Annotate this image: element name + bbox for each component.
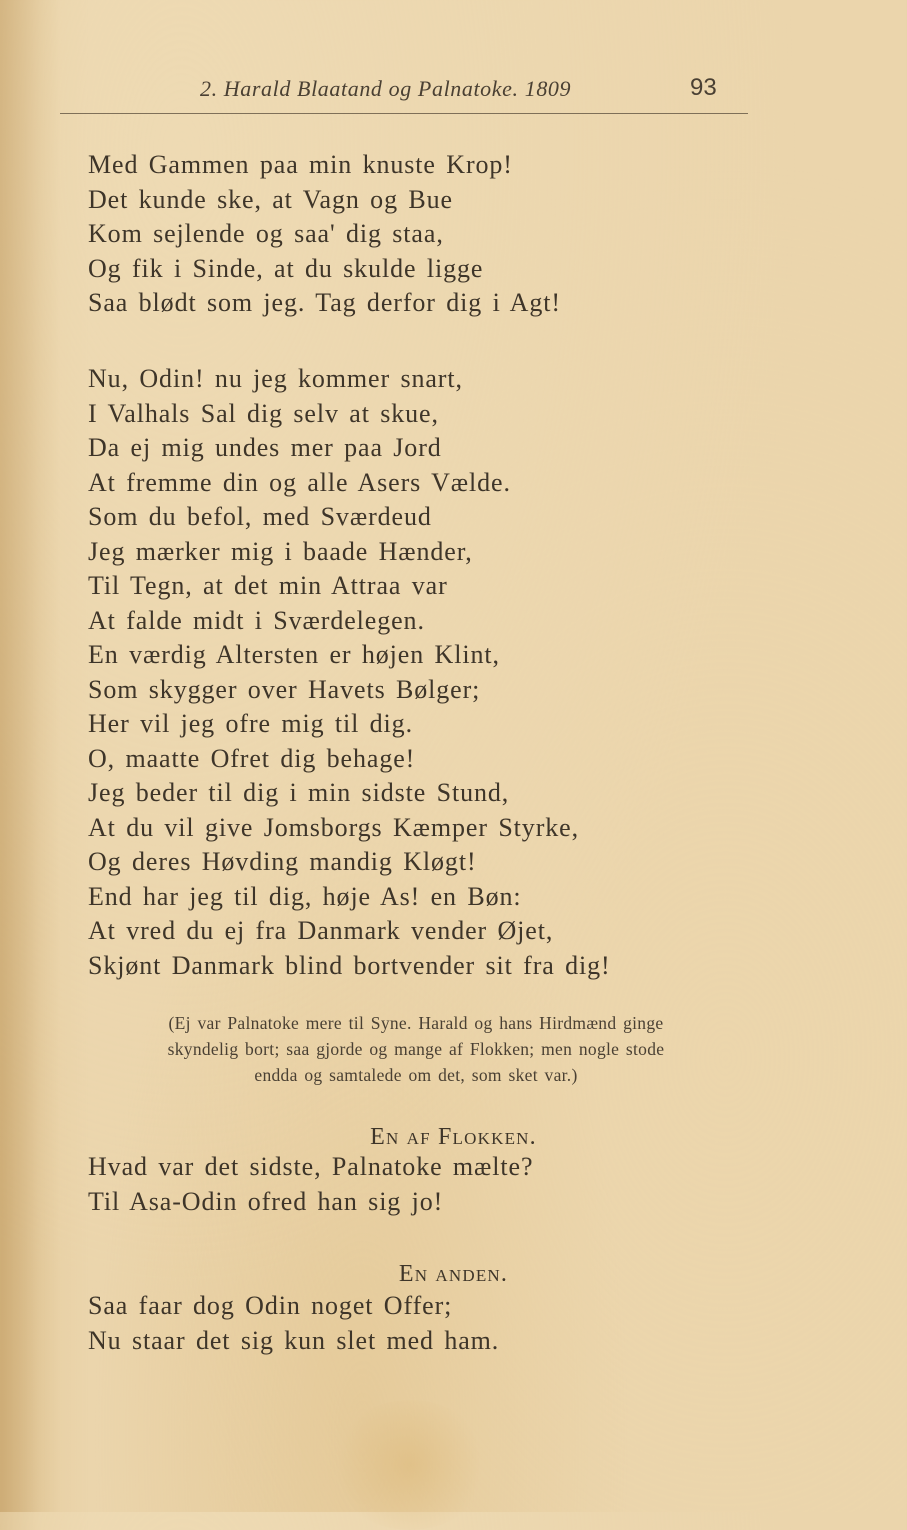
verse-line: Her vil jeg ofre mig til dig. xyxy=(88,709,413,738)
verse-line: Som skygger over Havets Bølger; xyxy=(88,674,481,704)
verse-line: Saa blødt som jeg. Tag derfor dig i Agt! xyxy=(88,288,561,317)
speaker-label: En anden. xyxy=(398,1261,509,1287)
verse-line: Skjønt Danmark blind bortvender sit fra dig! xyxy=(88,950,611,980)
verse-line: Og deres Høvding mandig Kløgt! xyxy=(88,847,477,876)
stage-direction xyxy=(60,1010,772,1088)
verse-line: End har jeg til dig, høje As! en Bøn: xyxy=(88,881,522,911)
verse-line: Hvad var det sidste, Palnatoke mælte? xyxy=(88,1152,534,1181)
verse-line: Nu staar det sig kun slet med ham. xyxy=(88,1325,500,1355)
speech xyxy=(88,1150,533,1219)
verse-line: Det kunde ske, at Vagn og Bue xyxy=(88,184,453,214)
verse-line: At falde midt i Sværdelegen. xyxy=(88,605,425,635)
running-title: 2. Harald Blaatand og Palnatoke. 1809 xyxy=(200,76,572,101)
stanza xyxy=(88,148,561,321)
verse-line: At vred du ej fra Danmark vender Øjet, xyxy=(88,916,554,945)
speaker-label: En af Flokken. xyxy=(370,1124,537,1150)
verse-line: Saa faar dog Odin noget Offer; xyxy=(88,1291,453,1320)
verse-line: Som du befol, med Sværdeud xyxy=(88,502,432,531)
page-number: 93 xyxy=(690,74,717,101)
verse-line: Nu, Odin! nu jeg kommer snart, xyxy=(88,364,463,393)
verse-line: Jeg mærker mig i baade Hænder, xyxy=(88,536,473,566)
verse-line: Da ej mig undes mer paa Jord xyxy=(88,433,442,462)
verse-line: At fremme din og alle Asers Vælde. xyxy=(88,467,511,497)
verse-line: At du vil give Jomsborgs Kæmper Styrke, xyxy=(88,812,579,842)
stage-direction-line: (Ej var Palnatoke mere til Syne. Harald og hans Hirdmænd ginge xyxy=(168,1013,664,1033)
verse-line: En værdig Altersten er højen Klint, xyxy=(88,640,500,669)
verse-line: I Valhals Sal dig selv at skue, xyxy=(88,398,439,428)
verse-line: Kom sejlende og saa' dig staa, xyxy=(88,219,444,248)
verse-line: Jeg beder til dig i min sidste Stund, xyxy=(88,778,510,807)
stanza xyxy=(88,362,611,983)
running-head xyxy=(200,72,730,108)
verse-line: O, maatte Ofret dig behage! xyxy=(88,743,416,773)
verse-line: Med Gammen paa min knuste Krop! xyxy=(88,150,513,179)
paper-stain xyxy=(330,1400,490,1530)
stage-direction-line: skyndelig bort; saa gjorde og mange af Flokken; men nogle stode xyxy=(167,1039,665,1059)
speech xyxy=(88,1289,499,1358)
verse-line: Og fik i Sinde, at du skulde ligge xyxy=(88,253,484,283)
verse-line: Til Tegn, at det min Attraa var xyxy=(88,571,448,600)
header-rule xyxy=(60,113,748,114)
verse-line: Til Asa-Odin ofred han sig jo! xyxy=(88,1186,444,1216)
stage-direction-line: endda og samtalede om det, som sket var.) xyxy=(254,1065,578,1085)
